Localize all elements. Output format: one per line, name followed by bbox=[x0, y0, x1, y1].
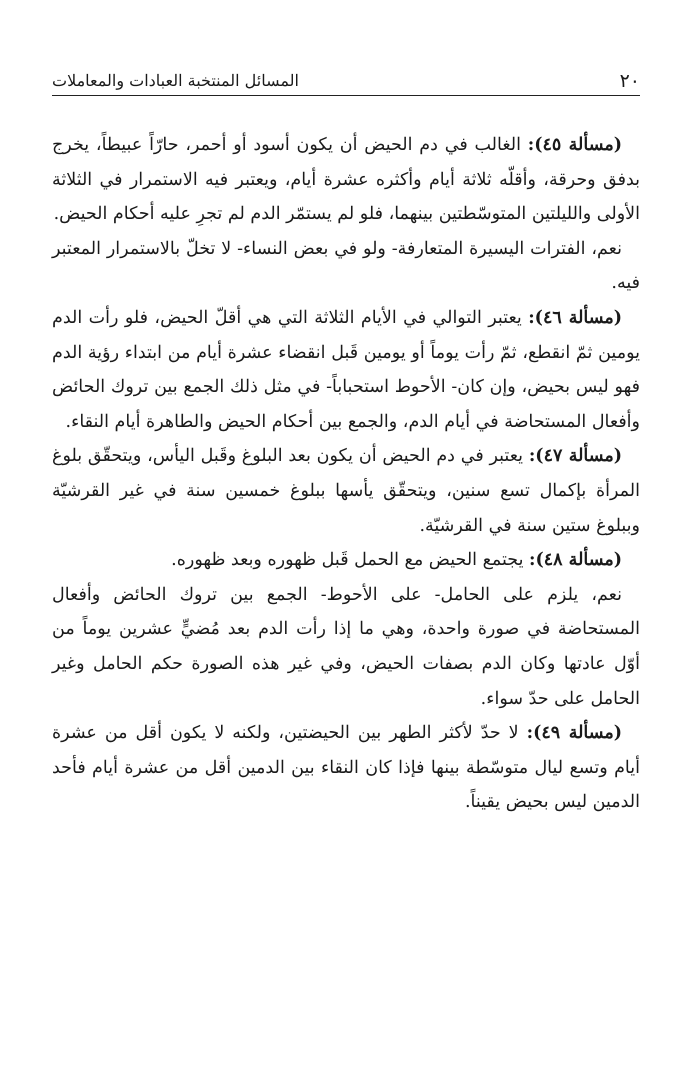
page-number: ٢٠ bbox=[619, 70, 640, 92]
paragraph-note bbox=[52, 578, 640, 716]
running-title: المسائل المنتخبة العبادات والمعاملات bbox=[52, 71, 299, 90]
paragraph-text: نعم، يلزم على الحامل- على الأحوط- الجمع بين تروك الحائض وأفعال المستحاضة في صورة واحدة، وهي ما إذا رأت الدم بعد مُضيٍّ عشرين يوماً من أوّل عادتها وكان الدم بصفات الحيض، وفي غير هذه الصورة حكم الحامل وغير الحامل على حدّ سواء. bbox=[52, 584, 640, 709]
page-body bbox=[52, 128, 640, 820]
paragraph-text: الغالب في دم الحيض أن يكون أسود أو أحمر، حارّاً عبيطاً، يخرج بدفق وحرقة، وأقلّه ثلاثة أيام وأكثره عشرة أيام، ويعتبر فيه الاستمرار في الثلاثة الأولى والليلتين المتوسّطتين بينهما، فلو لم يستمّر الدم لم تجرِ عليه أحكام الحيض. bbox=[52, 135, 640, 225]
paragraph-issue-46 bbox=[52, 301, 640, 439]
issue-label: (مسألة ٤٦): bbox=[528, 307, 623, 328]
issue-label: (مسألة ٤٩): bbox=[526, 723, 623, 744]
issue-label: (مسألة ٤٧): bbox=[528, 446, 623, 467]
paragraph-text: لا حدّ لأكثر الطهر بين الحيضتين، ولكنه لا يكون أقل من عشرة أيام وتسع ليال متوسّطة بينها فإذا كان النقاء بين الدمين أقل من عشرة أيام فأحد الدمين ليس بحيض يقيناً. bbox=[52, 723, 640, 813]
paragraph-text: يعتبر في دم الحيض أن يكون بعد البلوغ وقَبل اليأس، ويتحقّق بلوغ المرأة بإكمال تسع سنين، ويتحقّق يأسها ببلوغ خمسين سنة في غير القرشيّة وببلوغ ستين سنة في القرشيّة. bbox=[52, 446, 640, 536]
paragraph-issue-49 bbox=[52, 716, 640, 820]
paragraph-text: يجتمع الحيض مع الحمل قَبل ظهوره وبعد ظهوره. bbox=[171, 550, 530, 571]
paragraph-issue-48 bbox=[52, 543, 640, 578]
paragraph-issue-45 bbox=[52, 128, 640, 232]
issue-label: (مسألة ٤٥): bbox=[527, 135, 622, 155]
issue-label: (مسألة ٤٨): bbox=[529, 550, 622, 571]
paragraph-issue-47 bbox=[52, 439, 640, 543]
paragraph-note bbox=[52, 232, 640, 301]
paragraph-text: نعم، الفترات اليسيرة المتعارفة- ولو في بعض النساء- لا تخلّ بالاستمرار المعتبر فيه. bbox=[52, 238, 640, 294]
page-header bbox=[52, 62, 640, 92]
paragraph-text: يعتبر التوالي في الأيام الثلاثة التي هي أقلّ الحيض، فلو رأت الدم يومين ثمّ انقطع، ثمّ رأت يوماً أو يومين قَبل انقضاء عشرة أيام من ابتداء رؤية الدم فهو ليس بحيض، وإن كان- الأحوط استحباباً- في مثل ذلك الجمع بين تروك الحائض وأفعال المستحاضة في أيام الدم، والجمع بين أحكام الحيض والطاهرة أيام النقاء. bbox=[52, 307, 640, 432]
header-rule bbox=[52, 95, 640, 96]
